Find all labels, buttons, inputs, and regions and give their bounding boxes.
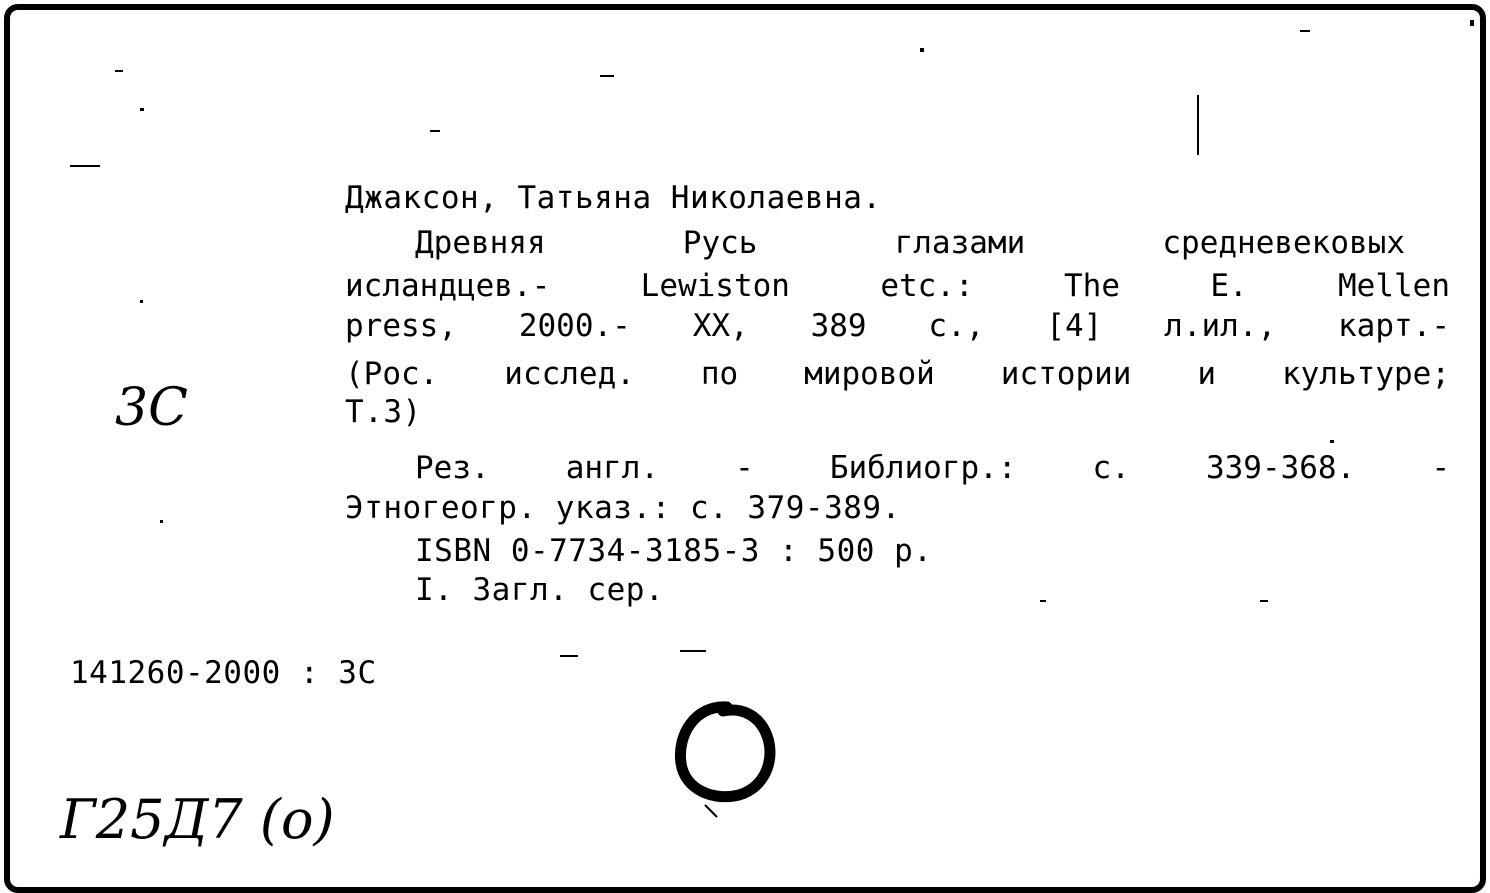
scan-speck xyxy=(1330,440,1334,443)
scan-speck xyxy=(1470,20,1474,26)
scan-speck xyxy=(1040,600,1046,602)
accession-number: 141260-2000 : 3С xyxy=(70,655,377,691)
title-line: Т.3) xyxy=(345,394,422,430)
scan-speck xyxy=(680,650,706,652)
scan-speck xyxy=(920,48,924,52)
title-line: press, 2000.- XX, 389 с., [4] л.ил., карт.- xyxy=(345,308,1450,344)
scan-speck xyxy=(560,655,578,657)
scan-speck xyxy=(140,300,143,303)
notes-line: Рез. англ. - Библиогр.: с. 339-368. - xyxy=(415,450,1450,486)
title-line: исландцев.- Lewiston etc.: The E. Mellen xyxy=(345,268,1450,304)
author-heading: Джаксон, Татьяна Николаевна. xyxy=(345,180,882,216)
scan-speck xyxy=(140,108,144,111)
notes-line: Этногеогр. указ.: с. 379-389. xyxy=(345,490,901,526)
scan-speck xyxy=(600,75,614,77)
tracing-line: I. Загл. сер. xyxy=(415,572,665,608)
scan-speck xyxy=(160,520,163,523)
handwritten-code: Г25Д7 (о) xyxy=(60,788,335,851)
scan-speck xyxy=(1300,30,1310,32)
scan-speck xyxy=(70,165,100,167)
scan-speck xyxy=(1260,600,1268,602)
isbn-line: ISBN 0-7734-3185-3 : 500 р. xyxy=(415,533,933,569)
scan-speck xyxy=(115,70,123,72)
scan-speck xyxy=(430,130,440,132)
title-line: (Рос. исслед. по мировой истории и культуре; xyxy=(345,356,1450,392)
circle-mark xyxy=(665,695,795,830)
handwritten-shelf-mark: 3С xyxy=(115,378,188,438)
title-line: Древняя Русь глазами средневековых xyxy=(415,225,1405,261)
scan-speck xyxy=(1197,95,1199,155)
